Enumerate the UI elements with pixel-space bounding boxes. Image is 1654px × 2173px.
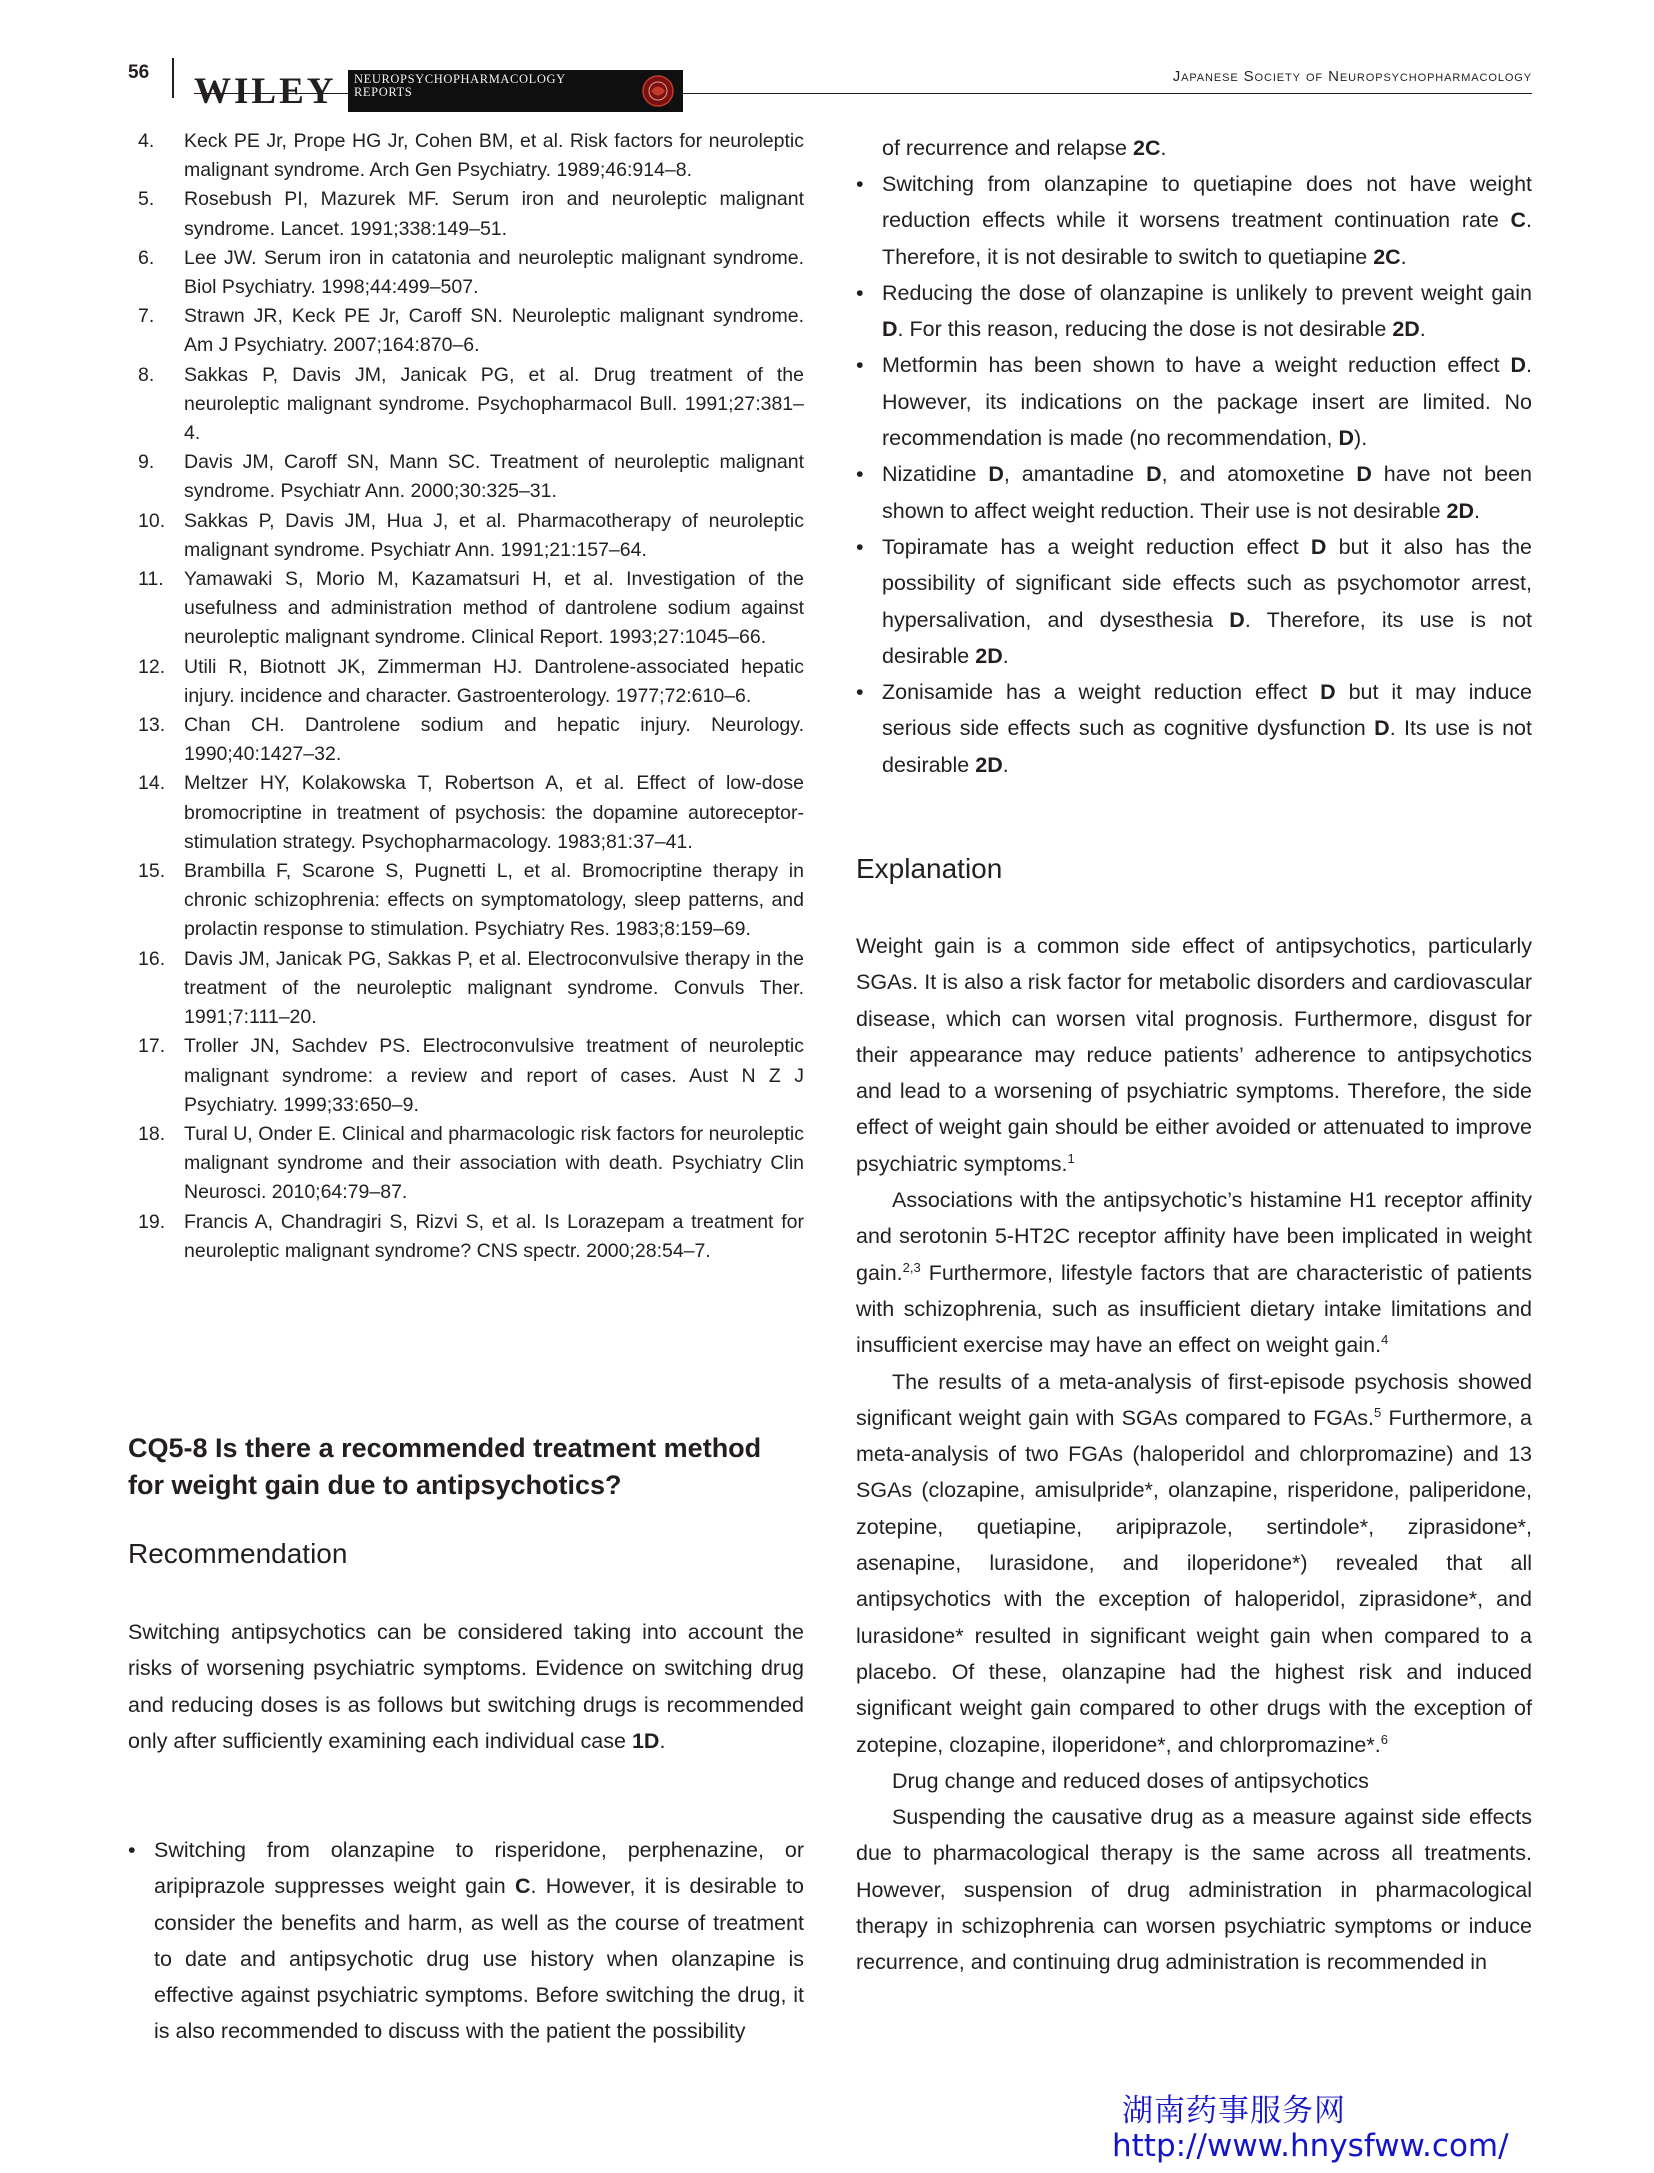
text-run: ). [1354,426,1368,451]
recommendation-bullets-left [128,1832,804,2050]
evidence-grade: 2D [1446,498,1474,523]
explanation-paragraph [856,1182,1532,1363]
reference-number: 5. [138,188,155,211]
text-run: Reducing the dose of olanzapine is unlikely to prevent weight gain [882,280,1532,305]
reference-number: 19. [138,1210,166,1233]
clinical-question-title: CQ5-8 Is there a recommended treatment method for weight gain due to antipsychotics? [128,1433,762,1500]
recommendation-grade: 1D [631,1728,660,1753]
evidence-grade: 2D [1392,317,1420,342]
reference-item [128,653,804,711]
bullet-text [882,456,1532,529]
explanation-paragraph [856,928,1532,1182]
bullet-text [154,1832,804,2050]
text-run: Topiramate has a weight reduction effect [882,534,1311,559]
reference-text: Meltzer HY, Kolakowska T, Robertson A, et al. Effect of low-dose bromocriptine in treatment of psychosis: the dopamine autoreceptor-stimulation strategy. Psychopharmacology. 1983;81:37–41. [184,772,804,853]
evidence-grade: D [1510,353,1527,378]
reference-item [128,711,804,769]
reference-text: Davis JM, Caroff SN, Mann SC. Treatment of neuroleptic malignant syndrome. Psychiatr Ann. 2000;30:325–31. [184,451,804,503]
reference-text: Chan CH. Dantrolene sodium and hepatic injury. Neurology. 1990;40:1427–32. [184,714,804,766]
page-number: 56 [128,62,150,83]
recommendation-paragraph: Switching antipsychotics can be considered taking into account the risks of worsening psychiatric symptoms. Evidence on switching drug and reducing doses is as follows but switching drugs is recommended only after sufficiently examining each individual case 1D. [128,1620,804,1753]
evidence-grade: D [1320,680,1336,705]
bullet-item [856,529,1532,674]
reference-item [128,945,804,1033]
reference-text: Rosebush PI, Mazurek MF. Serum iron and neuroleptic malignant syndrome. Lancet. 1991;338:149–51. [184,188,804,240]
reference-number: 6. [138,246,155,269]
publisher-logo: WILEY [194,71,337,112]
bullet-item [856,674,1532,783]
citation-superscript: 5 [1374,1404,1382,1420]
evidence-grade: D [1310,534,1327,559]
evidence-grade: 2D [975,752,1003,777]
text-run: Furthermore, a meta-analysis of two FGAs (haloperidol and chlorpromazine) and 13 SGAs (clozapine, amisulpride*, olanzapine, risperidone, paliperidone, zotepine, quetiapine, aripiprazole, sertindole*, ziprasidone*, asenapine, lurasidone, and iloperidone*) revealed that all antipsychotics with the exception of haloperidol, ziprasidone*, and lurasidone* resulted in significant weight gain when compared to a placebo. Of these, olanzapine had the highest risk and induced significant weight gain compared to other drugs with the exception of zotepine, clozapine, iloperidone*, and chlorpromazine*. [856,1405,1532,1757]
society-name: Japanese Society of Neuropsychopharmacology [1172,68,1532,85]
evidence-grade: 2D [975,643,1003,668]
text-run: of recurrence and relapse [882,136,1133,160]
journal-name [354,73,566,99]
bullet-marker: • [856,680,864,705]
reference-text: Utili R, Biotnott JK, Zimmerman HJ. Dantrolene-associated hepatic injury. incidence and character. Gastroenterology. 1977;72:610–6. [184,655,804,707]
reference-text: Lee JW. Serum iron in catatonia and neuroleptic malignant syndrome. Biol Psychiatry. 1998;44:499–507. [184,246,804,299]
text-run: . For this reason, reducing the dose is not desirable [897,317,1393,342]
bullet-marker: • [856,172,864,196]
reference-number: 15. [138,860,166,883]
reference-item [128,565,804,653]
reference-item [128,127,804,185]
evidence-grade: D [882,317,898,342]
text-run: but it also has the possibility of significant side effects such as psychomotor arrest, hypersalivation, and dysesthesia [882,534,1533,632]
subsection-heading [856,1763,1532,1799]
bullet-marker: • [856,462,864,487]
text-run: Zonisamide has a weight reduction effect [882,680,1321,705]
bullet-text [882,347,1532,456]
reference-item [128,769,804,857]
reference-number: 11. [138,568,164,591]
reference-item [128,185,804,243]
reference-text: Keck PE Jr, Prope HG Jr, Cohen BM, et al. Risk factors for neuroleptic malignant syndrome. Arch Gen Psychiatry. 1989;46:914–8. [184,130,804,182]
reference-number: 14. [138,772,166,795]
reference-text: Troller JN, Sachdev PS. Electroconvulsive treatment of neuroleptic malignant syndrome: a review and report of cases. Aust N Z J Psychiatry. 1999;33:650–9. [184,1035,804,1116]
evidence-grade: 2C [1373,244,1401,269]
explanation-body [856,928,1532,1981]
watermark-chinese: 湖南药事服务网 [1122,2093,1346,2129]
reference-item [128,1120,804,1208]
bullet-text [882,674,1532,783]
text-run: Drug change and reduced doses of antipsychotics [892,1768,1369,1793]
text-run: Nizatidine [882,462,989,487]
evidence-grade: D [1146,462,1162,487]
society-seal-icon [641,74,675,108]
bullet-item [856,347,1532,456]
text-run: Suspending the causative drug as a measure against side effects due to pharmacological therapy is the same across all treatments. However, suspension of drug administration in pharmacological therapy in schizophrenia can worsen psychiatric symptoms or induce recurrence, and continuing drug administration is recommended in [856,1805,1532,1975]
reference-text: Brambilla F, Scarone S, Pugnetti L, et al. Bromocriptine therapy in chronic schizophrenia: effects on symptomatology, sleep patterns, and prolactin response to stimulation. Psychiatry Res. 1983;8:159–69. [184,860,804,941]
text-run: Switching from olanzapine to quetiapine does not have weight reduction effects while it worsens treatment continuation rate [882,172,1532,233]
header-divider [172,58,174,98]
evidence-grade: 2C [1132,136,1161,160]
reference-text: Davis JM, Janicak PG, Sakkas P, et al. Electroconvulsive therapy in the treatment of the neuroleptic malignant syndrome. Convuls Ther. 1991;7:111–20. [184,947,804,1029]
text-run: . [1419,317,1426,342]
bullet-item [856,166,1532,275]
evidence-grade: D [1356,462,1372,487]
bullet-text [882,529,1532,674]
text-run: . [1160,136,1167,160]
journal-name-line1: NEUROPSYCHOPHARMACOLOGY [354,72,566,86]
journal-name-line2: REPORTS [354,85,413,99]
reference-item [128,302,804,360]
text-run: . However, its indications on the package insert are limited. No recommendation is made (no recommendation, [882,353,1532,451]
reference-number: 10. [138,509,166,532]
text-run: , amantadine [1003,462,1147,487]
reference-number: 18. [138,1122,166,1145]
text-run: . Therefore, its use is not desirable [882,607,1533,668]
bullet-marker: • [856,534,864,559]
text-run: . However, it is desirable to consider the benefits and harm, as well as the course of treatment to date and antipsychotic drug use history when olanzapine is effective against psychiatric symptoms. Before switching the drug, it is also recommended to discuss with the patient the possibility [154,1874,805,2044]
citation-superscript: 4 [1381,1332,1389,1348]
bullet-item [856,275,1532,348]
reference-item [128,244,804,302]
text-run: , and atomoxetine [1161,462,1357,487]
reference-number: 12. [138,655,166,678]
reference-number: 7. [138,305,155,328]
reference-text: Sakkas P, Davis JM, Janicak PG, et al. Drug treatment of the neuroleptic malignant syndrome. Psychopharmacol Bull. 1991;27:381–4. [184,363,804,445]
text-run: Switching from olanzapine to risperidone, perphenazine, or aripiprazole suppresses weight gain [154,1838,804,1899]
reference-item [128,1208,804,1266]
reference-number: 17. [138,1035,166,1058]
recommendation-heading: Recommendation [128,1538,348,1569]
reference-number: 16. [138,947,166,970]
text-run: have not been shown to affect weight reduction. Their use is not desirable [882,462,1532,523]
text-run: Metformin has been shown to have a weight reduction effect [882,353,1511,378]
text-run: . [1474,498,1480,523]
text-run: but it may induce serious side effects such as cognitive dysfunction [882,680,1532,741]
reference-number: 4. [138,130,155,152]
evidence-grade: D [1374,716,1390,741]
reference-item [128,857,804,945]
page-header [128,56,1532,116]
site-watermark [1112,2094,1509,2164]
reference-number: 9. [138,451,155,474]
evidence-grade: D [1229,607,1245,632]
citation-superscript: 1 [1067,1150,1075,1166]
evidence-grade: D [988,462,1004,487]
explanation-paragraph [856,1799,1532,1980]
text-run: Furthermore, lifestyle factors that are characteristic of patients with schizophrenia, such as insufficient dietary intake limitations and insufficient exercise may have an effect on weight gain. [856,1260,1532,1358]
watermark-url[interactable]: http://www.hnysfww.com/ [1112,2128,1509,2164]
text-run: . [1002,752,1009,777]
reference-item [128,361,804,449]
reference-text: Francis A, Chandragiri S, Rizvi S, et al. Is Lorazepam a treatment for neuroleptic malignant syndrome? CNS spectr. 2000;28:54–7. [184,1210,804,1262]
reference-text: Sakkas P, Davis JM, Hua J, et al. Pharmacotherapy of neuroleptic malignant syndrome. Psychiatr Ann. 1991;21:157–64. [184,509,804,561]
reference-item [128,507,804,565]
evidence-grade: C [1510,208,1527,233]
reference-text: Yamawaki S, Morio M, Kazamatsuri H, et al. Investigation of the usefulness and administration method of dantrolene sodium against neuroleptic malignant syndrome. Clinical Report. 1993;27:1045–66. [184,568,804,649]
text-run: . Its use is not desirable [882,716,1532,777]
bullet-marker: • [128,1838,136,1862]
bullet-marker: • [856,280,864,305]
recommendation-text: Switching antipsychotics can be considered taking into account the risks of worsening psychiatric symptoms. Evidence on switching drug and reducing doses is as follows but switching drugs is recommended only after sufficiently examining each individual case [128,1620,804,1753]
bullet-item [128,1832,804,2050]
reference-item [128,448,804,506]
reference-text: Strawn JR, Keck PE Jr, Caroff SN. Neuroleptic malignant syndrome. Am J Psychiatry. 2007;164:870–6. [184,305,804,357]
reference-text: Tural U, Onder E. Clinical and pharmacologic risk factors for neuroleptic malignant syndrome and their association with death. Psychiatry Clin Neurosci. 2010;64:79–87. [184,1122,804,1204]
reference-number: 13. [138,714,166,737]
explanation-heading: Explanation [856,853,1003,884]
bullet-text [882,166,1532,275]
text-run: Weight gain is a common side effect of antipsychotics, particularly SGAs. It is also a risk factor for metabolic disorders and cardiovascular disease, which can worsen vital prognosis. Furthermore, disgust for their appearance may reduce patients’ adherence to antipsychotics and lead to a worsening of psychiatric symptoms. Therefore, the side effect of weight gain should be either avoided or attenuated to improve psychiatric symptoms. [856,934,1532,1176]
text-run: Associations with the antipsychotic’s histamine H1 receptor affinity and serotonin 5-HT2C receptor affinity have been implicated in weight gain. [856,1188,1532,1285]
bullet-continuation [882,130,1532,166]
text-run: The results of a meta-analysis of first-episode psychosis showed significant weight gain with SGAs compared to FGAs. [856,1369,1532,1430]
explanation-paragraph [856,1364,1532,1763]
text-run: . [1002,643,1009,668]
reference-list [128,127,804,1266]
text-run: . [1400,244,1407,269]
citation-superscript: 2,3 [902,1259,921,1275]
citation-superscript: 6 [1380,1731,1388,1747]
evidence-grade: C [515,1874,531,1899]
journal-banner [348,70,683,112]
reference-item [128,1032,804,1120]
bullet-item [856,456,1532,529]
recommendation-bullets-right [856,166,1532,783]
bullet-marker: • [856,353,864,378]
text-run: . Therefore, it is not desirable to switch to quetiapine [882,208,1532,269]
bullet-text [882,275,1532,348]
evidence-grade: D [1338,426,1355,451]
reference-number: 8. [138,363,155,386]
